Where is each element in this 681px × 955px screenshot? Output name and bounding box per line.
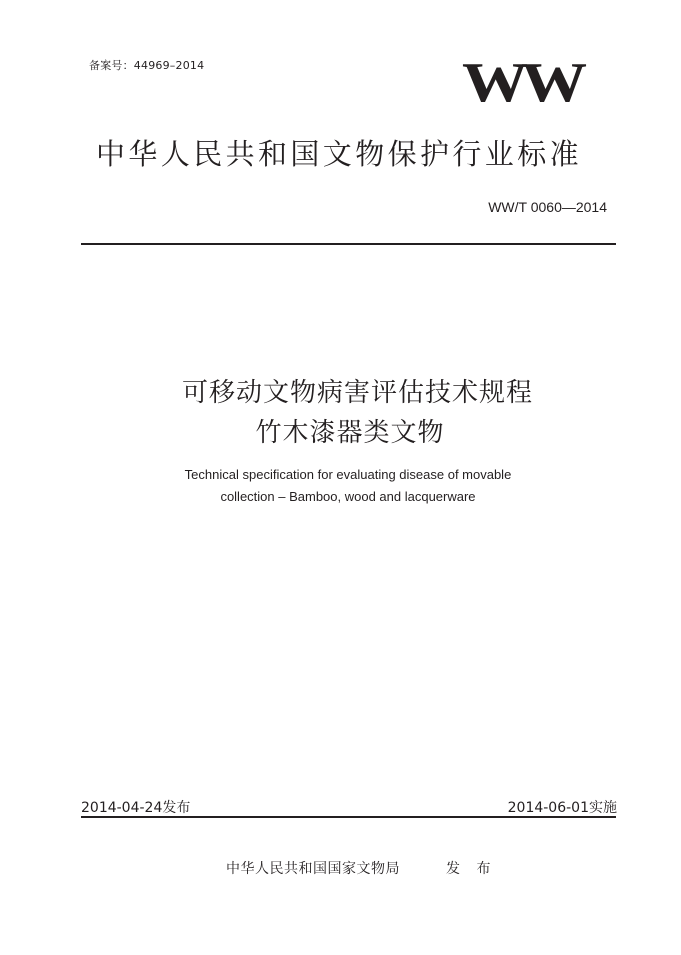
- implementation-date: 2014-06-01实施: [507, 800, 617, 816]
- document-title-en-line2: collection – Bamboo, wood and lacquerware: [220, 489, 476, 504]
- issuing-authority: 中华人民共和国国家文物局: [226, 861, 400, 877]
- header-divider: [81, 243, 616, 245]
- issue-date: 2014-04-24发布: [81, 800, 191, 816]
- document-title-zh-line2: 竹木漆器类文物: [255, 418, 445, 448]
- document-title-zh-line1: 可移动文物病害评估技术规程: [181, 378, 533, 408]
- footer-divider: [81, 816, 616, 818]
- document-title-en-line1: Technical specification for evaluating disease of movable: [184, 467, 512, 482]
- standard-code: WW/T 0060—2014: [488, 199, 607, 215]
- ww-logo: WW: [462, 52, 580, 114]
- record-number: 备案号：44969–2014: [89, 59, 205, 72]
- issue-label: 发 布: [446, 861, 497, 877]
- standard-category-title: 中华人民共和国文物保护行业标准: [96, 137, 583, 171]
